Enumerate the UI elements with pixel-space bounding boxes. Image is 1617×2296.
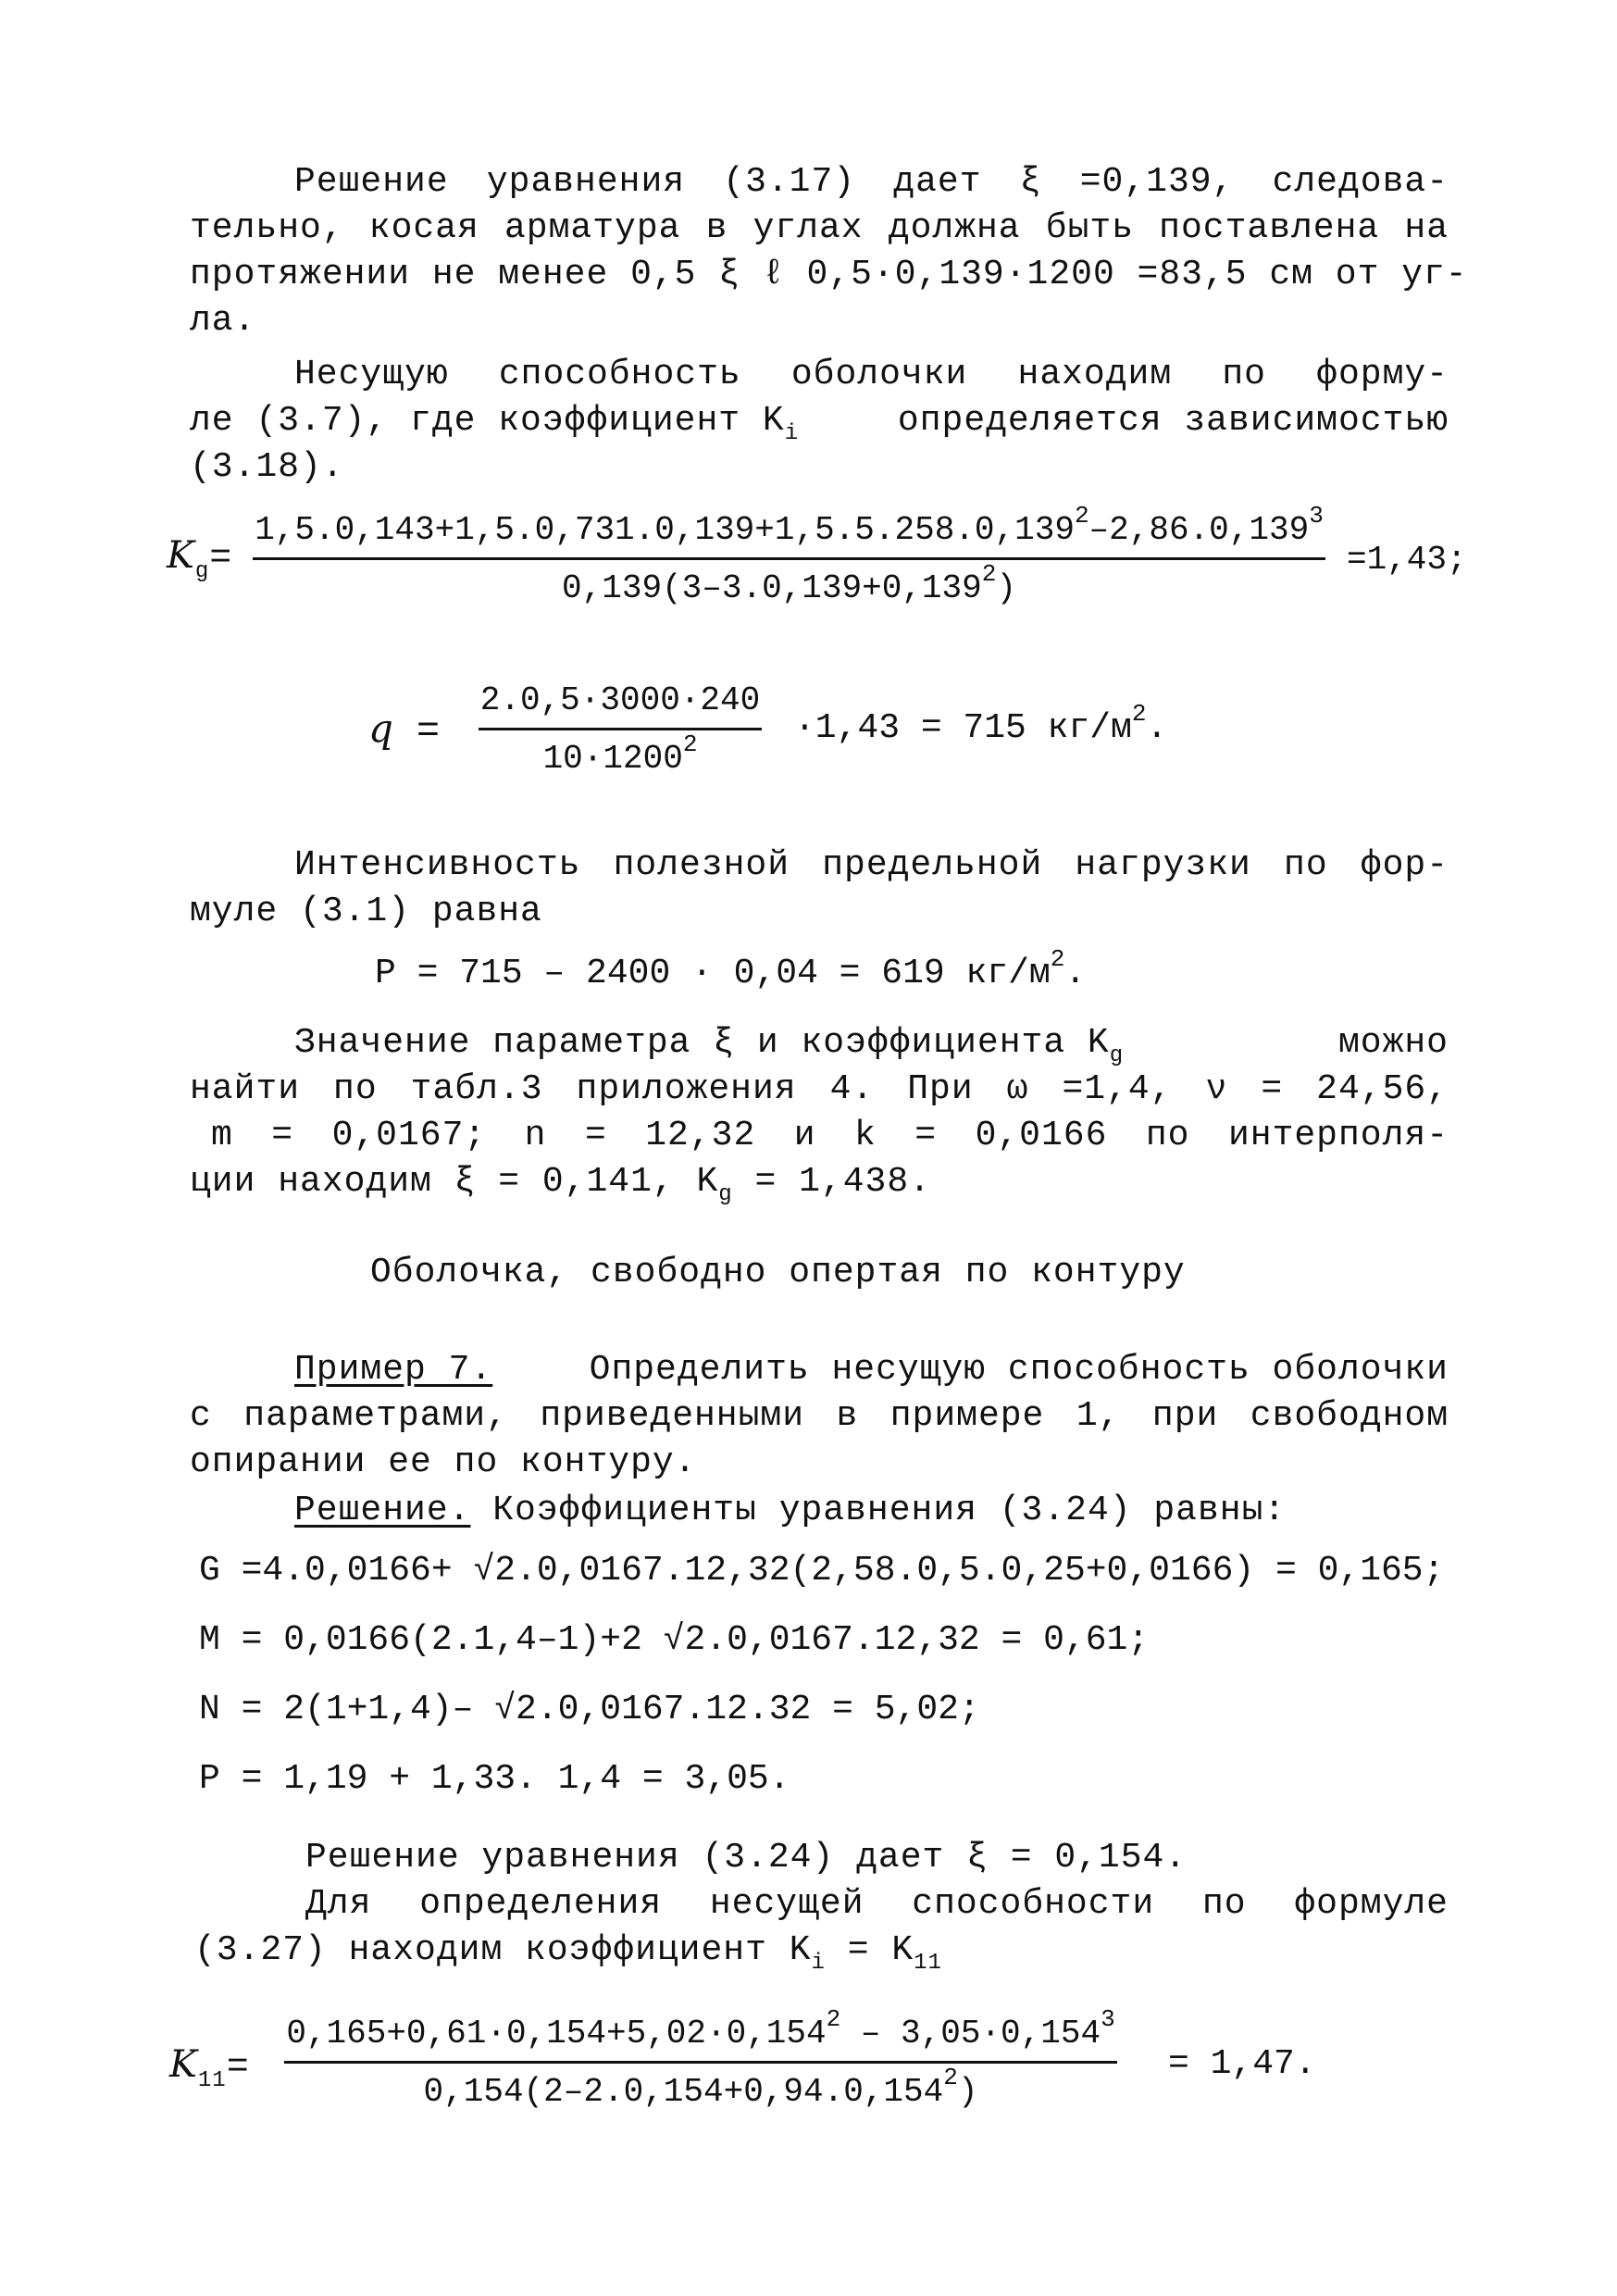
rhs-part: ·1,43 = 715 кг/м	[794, 708, 1132, 748]
fraction-kg	[236, 502, 1342, 612]
text-line: Решение уравнения (3.17) дает ξ =0,139, следова-	[294, 162, 1449, 202]
equals-sign: =	[209, 538, 233, 580]
text-line: Несущую способность оболочки находим по форму-	[294, 355, 1449, 394]
denominator-part: 10·1200	[542, 740, 683, 778]
equation-lhs	[368, 705, 441, 755]
section-heading: Оболочка, свободно опертая по контуру	[370, 1253, 1186, 1292]
equals-sign: =	[416, 709, 442, 754]
denominator-part: )	[996, 569, 1016, 607]
fraction-numerator	[253, 502, 1325, 560]
equation-lhs	[169, 2041, 250, 2091]
text-line	[294, 1488, 1286, 1534]
text-line: с параметрами, приведенными в примере 1, при свободном	[190, 1396, 1449, 1436]
text-line: Интенсивность полезной предельной нагрузки по фор-	[294, 845, 1449, 885]
text-fragment: можно	[1337, 1023, 1449, 1063]
equation-text: .	[1064, 954, 1087, 993]
superscript: 2	[682, 730, 698, 758]
text-line: Для определения несущей способности по формуле	[305, 1884, 1449, 1924]
text-fragment: определяется зависимостью	[897, 401, 1449, 441]
text-fragment: Коэффициенты уравнения (3.24) равны:	[470, 1491, 1287, 1530]
denominator-part: )	[957, 2073, 978, 2111]
equation-lhs	[167, 532, 232, 582]
text-fragment: (3.27) находим коэффициент K	[194, 1930, 812, 1970]
symbol-k: K	[167, 534, 195, 577]
equation-g: G =4.0,0166+ √2.0,0167.12,32(2,58.0,5.0,25+0,0166) = 0,165;	[199, 1551, 1445, 1591]
superscript: 2	[1131, 700, 1147, 728]
text-line	[190, 1159, 931, 1205]
subscript: i	[811, 1951, 826, 1976]
rhs-part: .	[1146, 708, 1168, 748]
subscript: g	[718, 1182, 733, 1207]
equation-text: P = 715 – 2400 · 0,04 = 619 кг/м	[375, 954, 1051, 993]
equation-p2: P = 1,19 + 1,33. 1,4 = 3,05.	[199, 1759, 790, 1799]
text-line: Решение уравнения (3.24) дает ξ = 0,154.	[305, 1838, 1188, 1878]
fraction-numerator: 2.0,5·3000·240	[479, 678, 762, 730]
subscript: i	[784, 421, 800, 446]
numerator-part: 0,165+0,61·0,154+5,02·0,154	[286, 2015, 827, 2053]
superscript: 2	[943, 2064, 958, 2091]
superscript: 2	[1074, 502, 1089, 530]
superscript: 2	[981, 560, 997, 588]
text-fragment: Определить несущую способность оболочки	[589, 1350, 1449, 1390]
subscript: 11	[197, 2068, 227, 2093]
fraction-denominator	[543, 730, 698, 782]
text-line: опирании ее по контуру.	[190, 1442, 697, 1482]
superscript: 3	[1101, 2005, 1115, 2033]
text-line: муле (3.1) равна	[190, 892, 542, 931]
subscript: g	[194, 559, 210, 584]
equation-p	[375, 945, 1087, 997]
text-fragment: Значение параметра ξ и коэффициента K	[294, 1023, 1110, 1063]
equation-rhs: =1,43;	[1347, 541, 1467, 579]
numerator-part: –2,86.0,139	[1088, 511, 1310, 549]
equation-rhs	[794, 700, 1168, 752]
symbol-k: K	[169, 2043, 198, 2086]
subscript: g	[1109, 1043, 1125, 1068]
fraction-k11	[243, 2005, 1159, 2115]
denominator-part: 0,154(2–2.0,154+0,94.0,154	[423, 2073, 944, 2111]
text-line: m = 0,0167; n = 12,32 и k = 0,0166 по интерполя-	[211, 1116, 1449, 1155]
superscript: 2	[1050, 945, 1065, 973]
fraction-numerator	[284, 2005, 1116, 2064]
superscript: 2	[826, 2005, 841, 2033]
solution-label: Решение.	[294, 1491, 471, 1530]
numerator-part: 1,5.0,143+1,5.0,731.0,139+1,5.5.258.0,139	[255, 511, 1075, 549]
text-fragment: = 1,438.	[732, 1162, 931, 1202]
subscript: 11	[914, 1951, 942, 1976]
example-label: Пример 7.	[294, 1350, 493, 1390]
text-line: тельно, косая арматура в углах должна быть поставлена на	[190, 208, 1449, 248]
text-line	[190, 398, 1449, 444]
symbol-q: q	[368, 705, 394, 751]
text-line: (3.18).	[190, 447, 344, 487]
text-line: найти по табл.3 приложения 4. При ω =1,4, ν = 24,56,	[190, 1069, 1449, 1109]
fraction-denominator	[562, 560, 1016, 612]
text-line	[194, 1928, 942, 1974]
equation-n: N = 2(1+1,4)– √2.0,0167.12.32 = 5,02;	[199, 1690, 980, 1729]
text-fragment: ции находим ξ = 0,141, K	[190, 1162, 719, 1202]
fraction-denominator	[424, 2064, 978, 2115]
text-line	[294, 1347, 1449, 1393]
equation-m: M = 0,0166(2.1,4–1)+2 √2.0,0167.12,32 = 0,61;	[199, 1620, 1150, 1660]
text-line: протяжении не менее 0,5 ξ ℓ 0,5·0,139·1200 =83,5 см от уг-	[190, 255, 1468, 294]
text-line: ла.	[190, 301, 256, 341]
equation-rhs: = 1,47.	[1168, 2044, 1316, 2084]
equals-sign: =	[226, 2047, 250, 2089]
fraction-q	[454, 678, 787, 782]
text-fragment: ле (3.7), где коэффициент K	[190, 401, 785, 441]
superscript: 3	[1309, 502, 1324, 530]
denominator-part: 0,139(3–3.0,139+0,139	[562, 569, 982, 607]
text-fragment: = K	[825, 1930, 914, 1970]
text-line	[294, 1020, 1449, 1067]
numerator-part: – 3,05·0,154	[840, 2015, 1101, 2053]
